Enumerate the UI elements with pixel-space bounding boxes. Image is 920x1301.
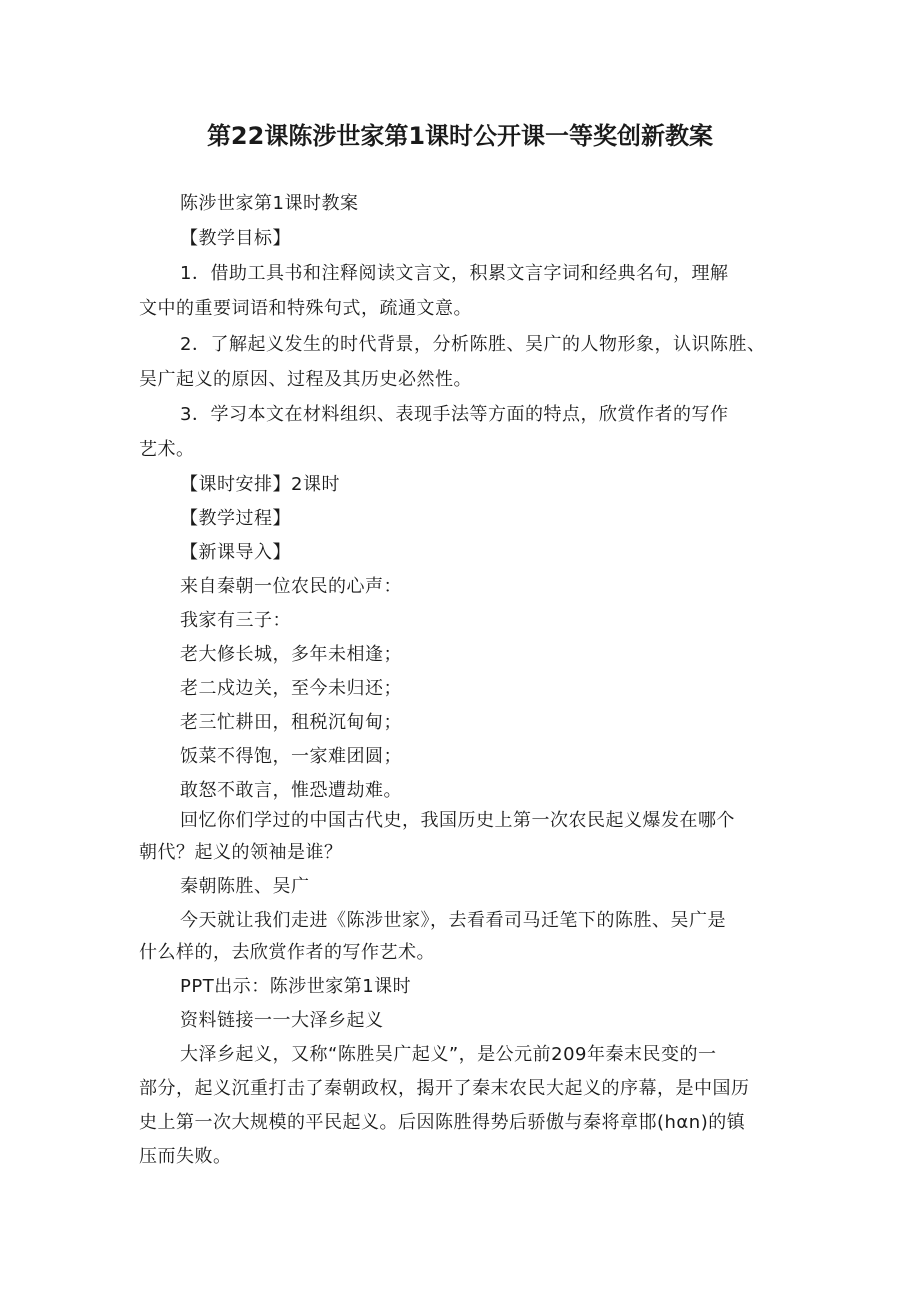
section-heading-schedule: 【课时安排】2课时 [180, 474, 340, 495]
ppt-line: PPT出示：陈涉世家第1课时 [180, 976, 412, 997]
resource-paragraph-line-2: 部分，起义沉重打击了秦朝政权，揭开了秦末农民大起义的序幕，是中国历 [139, 1078, 750, 1099]
question-line-1: 回忆你们学过的中国古代史，我国历史上第一次农民起义爆发在哪个 [180, 810, 735, 831]
document-title: 第22课陈涉世家第1课时公开课一等奖创新教案 [206, 122, 714, 150]
poem-line-3: 老二戍边关，至今未归还； [180, 678, 402, 699]
objective-3-line-1: 3．学习本文在材料组织、表现手法等方面的特点，欣赏作者的写作 [180, 404, 729, 425]
section-heading-intro: 【新课导入】 [180, 542, 291, 563]
objective-2-line-1: 2．了解起义发生的时代背景，分析陈胜、吴广的人物形象，认识陈胜、 [180, 334, 766, 355]
poem-line-5: 饭菜不得饱，一家难团圆； [180, 746, 402, 767]
transition-line-1: 今天就让我们走进《陈涉世家》，去看看司马迁笔下的陈胜、吴广是 [180, 910, 726, 931]
objective-3-line-2: 艺术。 [139, 439, 195, 460]
objective-1-line-1: 1．借助工具书和注释阅读文言文，积累文言字词和经典名句，理解 [180, 263, 729, 284]
poem-intro-line: 来自秦朝一位农民的心声： [180, 576, 402, 597]
section-heading-process: 【教学过程】 [180, 508, 291, 529]
section-heading-objectives: 【教学目标】 [180, 228, 291, 249]
poem-line-2: 老大修长城，多年未相逢； [180, 644, 402, 665]
poem-line-4: 老三忙耕田，租税沉甸甸； [180, 712, 402, 733]
poem-line-6: 敢怒不敢言，惟恐遭劫难。 [180, 780, 402, 801]
resource-paragraph-line-4: 压而失败。 [139, 1146, 232, 1167]
poem-line-1: 我家有三子： [180, 610, 291, 631]
resource-link-heading: 资料链接一一大泽乡起义 [180, 1010, 384, 1031]
objective-1-line-2: 文中的重要词语和特殊句式，疏通文意。 [139, 298, 472, 319]
transition-line-2: 什么样的，去欣赏作者的写作艺术。 [139, 942, 435, 963]
answer-line: 秦朝陈胜、吴广 [180, 876, 310, 897]
resource-paragraph-line-3: 史上第一次大规模的平民起义。后因陈胜得势后骄傲与秦将章邯(hαn)的镇 [139, 1112, 746, 1133]
question-line-2: 朝代？起义的领袖是谁？ [139, 842, 343, 863]
subtitle-line: 陈涉世家第1课时教案 [180, 193, 359, 214]
resource-paragraph-line-1: 大泽乡起义，又称“陈胜吴广起义”，是公元前209年秦末民变的一 [180, 1044, 717, 1065]
objective-2-line-2: 吴广起义的原因、过程及其历史必然性。 [139, 369, 472, 390]
